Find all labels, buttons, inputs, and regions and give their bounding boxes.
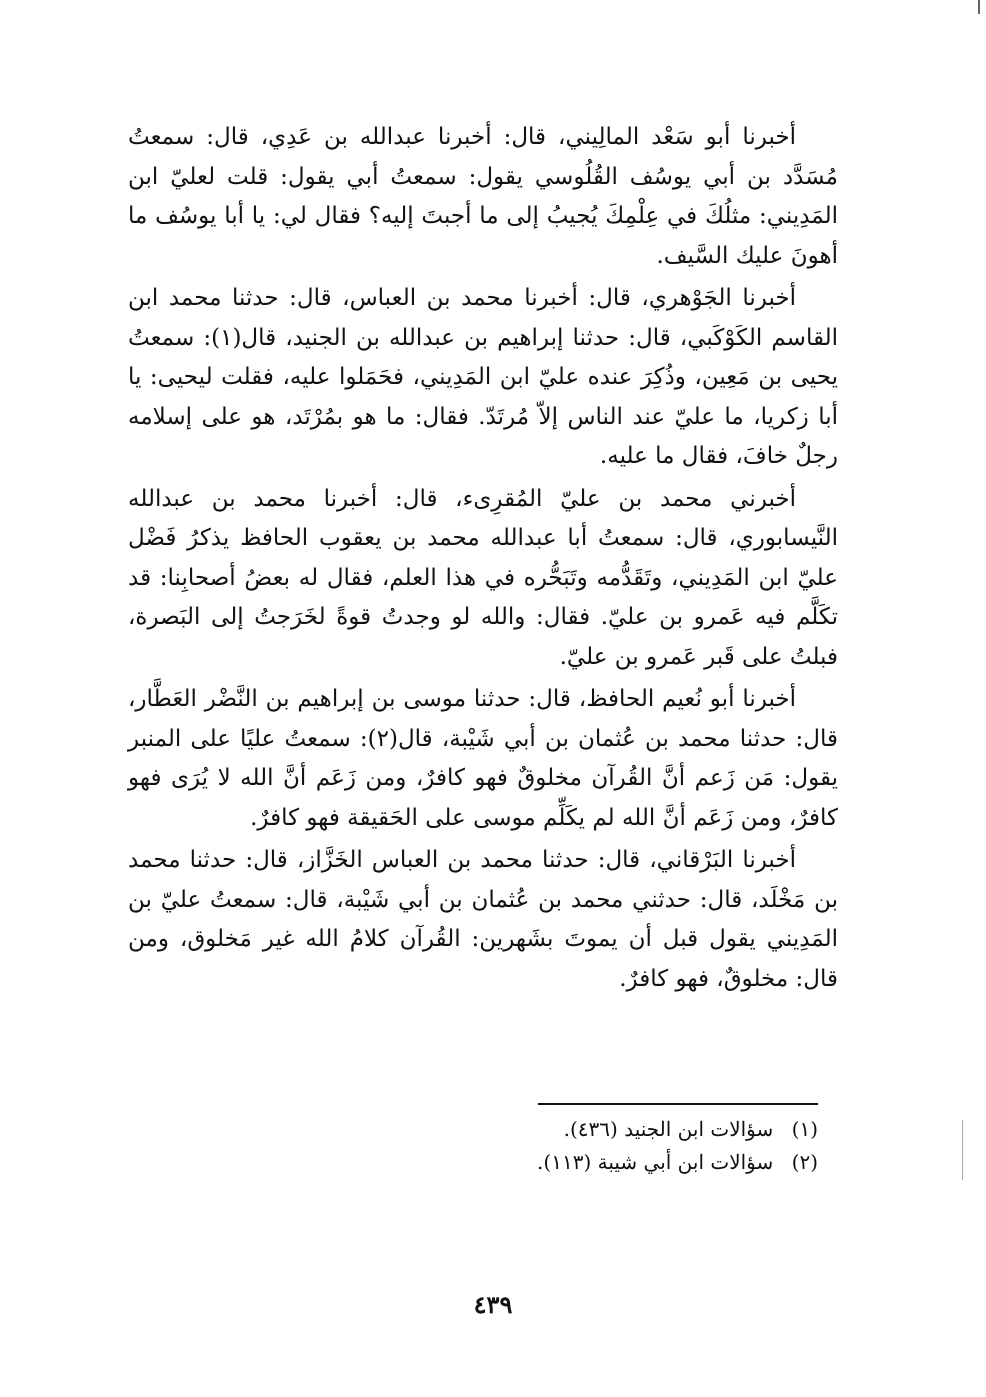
footnote-text: سؤالات ابن أبي شيبة (١١٣). [537,1150,774,1174]
paragraph: أخبرنا البَرْقاني، قال: حدثنا محمد بن العباس الخَزَّاز، قال: حدثنا محمد بن مَخْلَد، قال: حدثني محمد بن عُثمان بن أبي شَيْبة، قال: سمعتُ عليّ بن المَدِيني يقول قبل أن يموتَ بشَهرين: القُرآن كلامُ الله غير مَخلوق، ومن قال: مخلوقٌ، فهو كافرٌ. [128,847,838,992]
paragraph: أخبرنا أبو سَعْد المالِيني، قال: أخبرنا عبدالله بن عَدِي، قال: سمعتُ مُسَدَّد بن أبي يوسُف القُلُوسي يقول: سمعتُ أبي يقول: قلت لعليّ ابن المَدِيني: مثلُكَ في عِلْمِكَ يُجيبُ إلى ما أجبتَ إليه؟ فقال لي: يا أبا يوسُف ما أهونَ عليك السَّيف. [128,124,838,269]
paragraph: أخبرنا أبو نُعيم الحافظ، قال: حدثنا موسى بن إبراهيم بن النَّضْر العَطَّار، قال: حدثنا محمد بن عُثمان بن أبي شَيْبة، قال(٢): سمعتُ عليًا على المنبر يقول: مَن زَعم أنَّ القُرآن مخلوقٌ فهو كافرٌ، ومن زَعَم أنَّ الله لا يُرَى فهو كافرٌ، ومن زَعَم أنَّ الله لم يكَلِّم موسى على الحَقيقة فهو كافرٌ. [128,686,838,831]
footnotes [398,1113,818,1179]
paragraph: أخبرني محمد بن عليّ المُقرِىء، قال: أخبرنا محمد بن عبدالله النَّيسابوري، قال: سمعتُ أبا عبدالله محمد بن يعقوب الحافظ يذكرُ فَضْل عليّ ابن المَدِيني، وتَقَدُّمه وتَبَحُّره في هذا العلم، فقال له بعضُ أصحابِنا: قد تكَلَّم فيه عَمرو بن عليّ. فقال: والله لو وجدتُ قوةً لخَرَجتُ إلى البَصرة، فبلتُ على قَبر عَمرو بن عليّ. [128,485,838,670]
footnote-separator [538,1103,818,1105]
scan-edge-mark-top [978,0,980,14]
footnote-text: سؤالات ابن الجنيد (٤٣٦). [563,1117,774,1141]
footnote-number: (٢) [791,1150,818,1174]
main-text [128,118,838,999]
footnote [398,1146,818,1179]
footnote-number: (١) [791,1117,818,1141]
scan-edge-mark-right [962,1120,963,1180]
paragraph: أخبرنا الجَوْهري، قال: أخبرنا محمد بن العباس، قال: حدثنا محمد ابن القاسم الكَوْكَبي، قال: حدثنا إبراهيم بن عبدالله بن الجنيد، قال(١): سمعتُ يحيى بن مَعِين، وذُكِرَ عنده عليّ ابن المَدِيني، فحَمَلوا عليه، فقلت ليحيى: يا أبا زكريا، ما عليّ عند الناس إلاّ مُرتَدّ. فقال: ما هو بمُرْتَد، هو على إسلامه رجلٌ خافَ، فقال ما عليه. [128,285,838,469]
footnote [398,1113,818,1146]
page-number: ٤٣٩ [473,1290,513,1319]
